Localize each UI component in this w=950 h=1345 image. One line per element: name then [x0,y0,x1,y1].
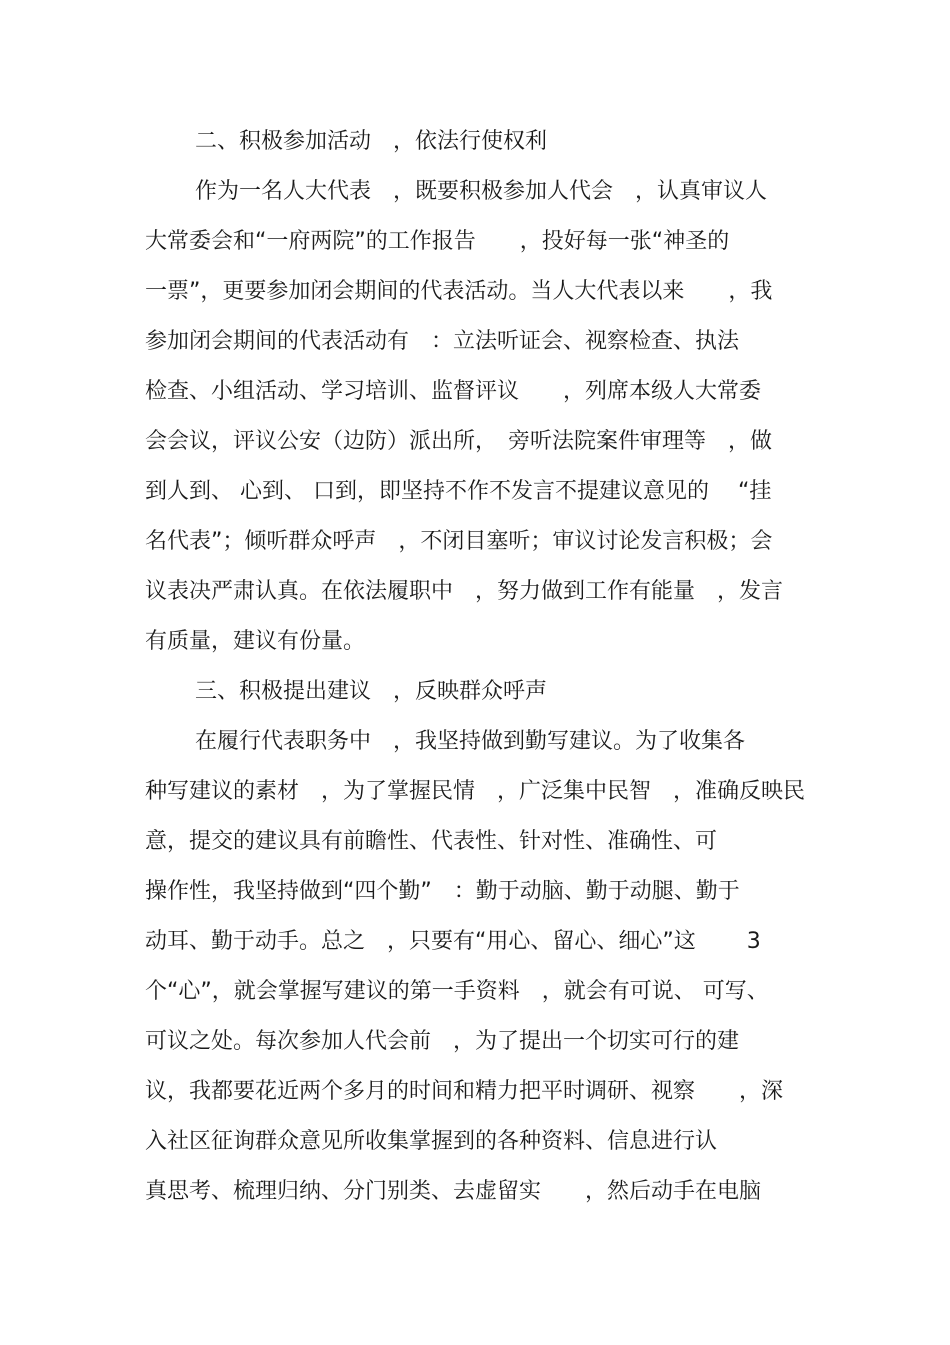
paragraph-line: 种写建议的素材 ，为了掌握民情 ，广泛集中民智 ，准确反映民 [145,779,806,804]
paragraph-line: 可议之处。每次参加人代会前 ，为了提出一个切实可行的建 [145,1029,740,1054]
paragraph-line: 意，提交的建议具有前瞻性、代表性、针对性、准确性、可 [145,829,718,854]
paragraph-line: 议，我都要花近两个多月的时间和精力把平时调研、视察 ，深 [145,1079,784,1104]
section-heading-3: 三、积极提出建议 ，反映群众呼声 [195,679,548,704]
paragraph-line: 个“心”，就会掌握写建议的第一手资料 ，就会有可说、 可写、 [145,979,769,1004]
paragraph-line: 操作性，我坚持做到“四个勤” ：勤于动脑、勤于动腿、勤于 [145,879,740,904]
paragraph-line: 到人到、 心到、 口到，即坚持不作不发言不提建议意见的 “挂 [145,479,772,504]
paragraph-line: 参加闭会期间的代表活动有 ：立法听证会、视察检查、执法 [145,329,740,354]
paragraph-line: 真思考、梳理归纳、分门别类、去虚留实 ，然后动手在电脑 [145,1179,762,1204]
paragraph-line: 检查、小组活动、学习培训、监督评议 ，列席本级人大常委 [145,379,762,404]
paragraph-line: 在履行代表职务中 ，我坚持做到勤写建议。为了收集各 [195,729,746,754]
paragraph-line: 作为一名人大代表 ，既要积极参加人代会 ，认真审议人 [195,179,768,204]
section-heading-2: 二、积极参加活动 ，依法行使权利 [195,129,548,154]
paragraph-line: 会会议，评议公安（边防）派出所， 旁听法院案件审理等 ，做 [145,429,773,454]
paragraph-line: 议表决严肃认真。在依法履职中 ，努力做到工作有能量 ，发言 [145,579,784,604]
paragraph-line: 动耳、勤于动手。总之 ，只要有“用心、留心、细心”这 3 [145,929,761,954]
paragraph-line: 一票”，更要参加闭会期间的代表活动。当人大代表以来 ，我 [145,279,773,304]
paragraph-line: 大常委会和“一府两院”的工作报告 ，投好每一张“神圣的 [145,229,730,254]
paragraph-line: 有质量，建议有份量。 [145,629,366,654]
paragraph-line: 入社区征询群众意见所收集掌握到的各种资料、信息进行认 [145,1129,718,1154]
paragraph-line: 名代表”；倾听群众呼声 ，不闭目塞听；审议讨论发言积极；会 [145,529,773,554]
